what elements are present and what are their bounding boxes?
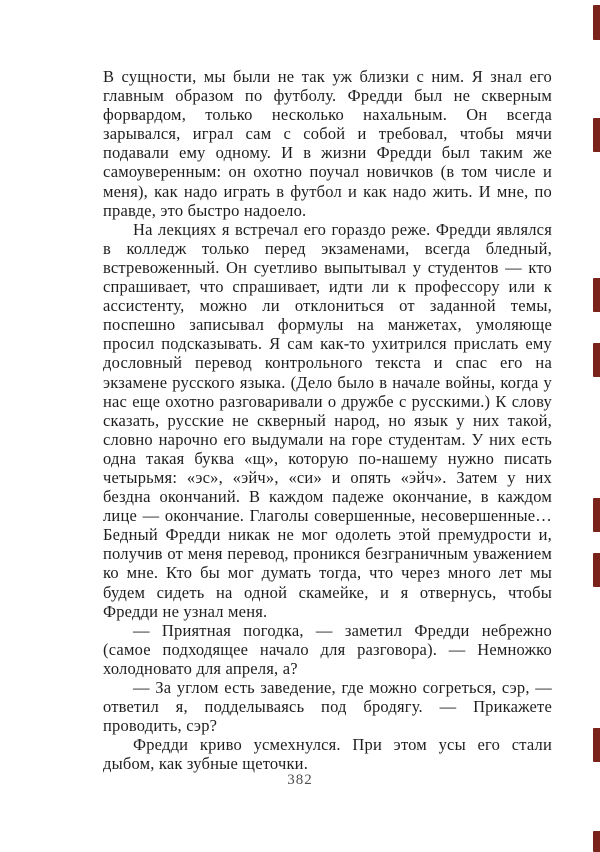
page-edge-mark (593, 553, 600, 587)
page-edge-mark (593, 278, 600, 312)
page-edge-mark (593, 343, 600, 377)
page-edge-mark (593, 5, 600, 40)
paragraph-freddie-grin: Фредди криво усмехнулся. При этом усы его стали дыбом, как зубные щеточки. (103, 735, 552, 774)
paragraph-lectures: На лекциях я встречал его гораздо реже. Фредди являлся в колледж только перед экзаменами, всегда бледный, встревоженный. Он суетливо выпытывал у студентов — кто спрашивает, что спрашивает, идти ли к профессору или к ассистенту, можно ли отклониться от заданной темы, поспешно записывал формулы на манжетах, умоляюще просил подсказывать. Я сам как-то ухитрился прислать ему дословный перевод контрольного текста и спас его на экзамене русского языка. (Дело было в начале войны, когда у нас еще охотно разговаривали о дружбе с русскими.) К слову сказать, русские не скверный народ, но язык у них такой, словно нарочно его выдумали на горе студентам. У них есть одна такая буква «щ», которую по-нашему нужно писать четырьмя: «эс», «эйч», «си» и опять «эйч». Затем у них бездна окончаний. В каждом падеже окончание, в каждом лице — окончание. Глаголы совершенные, несовершенные… Бедный Фредди никак не мог одолеть этой премудрости и, получив от меня перевод, проникся безграничным уважением ко мне. Кто бы мог думать тогда, что через много лет мы будем сидеть на одной скамейке, и я отвернусь, чтобы Фредди не узнал меня. (103, 219, 552, 621)
page-edge-mark (593, 728, 600, 762)
page-edge-mark (593, 498, 600, 532)
page-edge-mark (593, 118, 600, 152)
paragraph-football: В сущности, мы были не так уж близки с ним. Я знал его главным образом по футболу. Фредди был не скверным форвардом, только несколько нахальным. Он всегда зарывался, играл сам с собой и требовал, чтобы мячи подавали ему одному. И в жизни Фредди был таким же самоуверенным: он охотно поучал новичков (в том числе и меня), как надо играть в футбол и как надо жить. И мне, по правде, это быстро надоело. (103, 67, 552, 220)
page-edge-mark (593, 831, 600, 852)
page-edge-marks (592, 0, 600, 852)
paragraph-dialogue-reply: — За углом есть заведение, где можно согреться, сэр, — ответил я, подделываясь под бродягу. — Прикажете проводить, сэр? (103, 678, 552, 736)
page-number: 382 (287, 772, 313, 788)
page-text-block (103, 67, 552, 773)
paragraph-dialogue-weather: — Приятная погодка, — заметил Фредди небрежно (самое подходящее начало для разговора). — Немножко холодновато для апреля, а? (103, 620, 552, 678)
